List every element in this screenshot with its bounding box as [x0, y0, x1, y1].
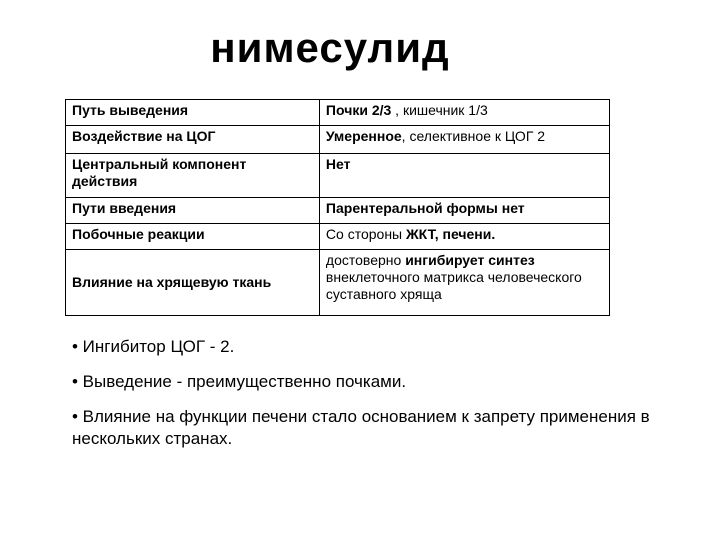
bullet-item: • Влияние на функции печени стало основанием к запрету применения в нескольких странах.: [72, 407, 650, 448]
bullet-list: [72, 336, 672, 463]
row-value: [319, 224, 609, 250]
bullet-item: • Ингибитор ЦОГ - 2.: [72, 337, 235, 356]
value-regular-part: , кишечник 1/3: [391, 102, 488, 118]
properties-table: [65, 99, 610, 316]
value-regular-part: , селективное к ЦОГ 2: [401, 128, 546, 144]
row-value: [319, 100, 609, 126]
value-bold-part: ЖКТ, печени.: [406, 226, 496, 242]
value-regular-part: внеклеточного матрикса человеческого суставного хряща: [325, 269, 582, 302]
row-label: Побочные реакции: [66, 224, 320, 250]
row-label: Воздействие на ЦОГ: [66, 126, 320, 154]
row-label: Центральный компонент действия: [66, 154, 320, 198]
value-regular-part: достоверно: [325, 252, 406, 268]
table-row: [66, 126, 610, 154]
slide-title: нимесулид: [210, 24, 450, 71]
table-row: [66, 250, 610, 316]
value-bold-part: Почки 2/3: [325, 102, 392, 118]
value-bold-part: Умеренное: [325, 128, 402, 144]
row-value: [319, 154, 609, 198]
table-row: [66, 224, 610, 250]
value-bold-part: ингибирует синтез: [405, 252, 535, 268]
table-row: [66, 154, 610, 198]
table-row: [66, 100, 610, 126]
row-label: Пути введения: [66, 198, 320, 224]
row-value: [319, 198, 609, 224]
row-value: [319, 250, 609, 316]
bullet-item: • Выведение - преимущественно почками.: [72, 372, 407, 391]
value-bold-part: Парентеральной формы нет: [325, 200, 525, 216]
value-regular-part: Со стороны: [325, 226, 407, 242]
value-bold-part: Нет: [325, 156, 351, 172]
row-label: Влияние на хрящевую ткань: [66, 250, 320, 316]
row-label: Путь выведения: [66, 100, 320, 126]
table-row: [66, 198, 610, 224]
row-value: [319, 126, 609, 154]
